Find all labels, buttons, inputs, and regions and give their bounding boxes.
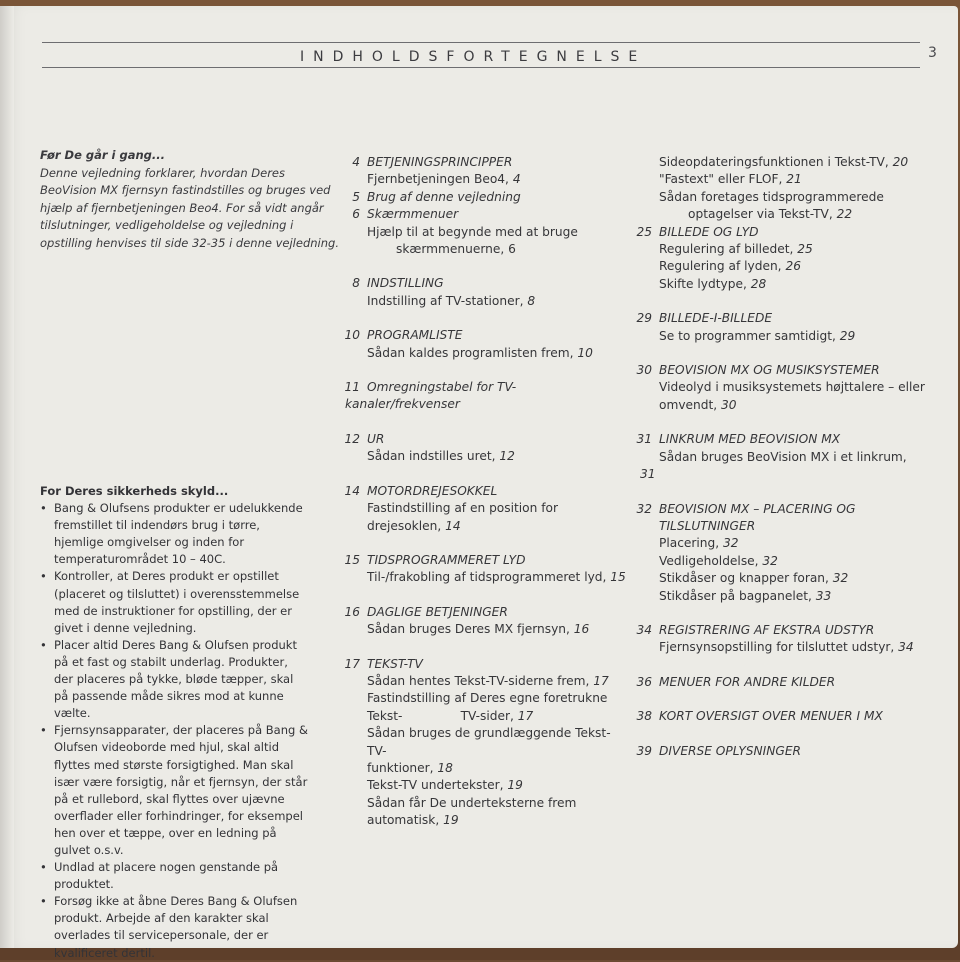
header-rule-bottom [42, 67, 920, 68]
toc-subentry: Regulering af lyden, 26 [659, 259, 801, 274]
toc-subentry: Sådan får De underteksterne frem [367, 795, 577, 810]
toc-subentry: Sådan indstilles uret, 12 [367, 449, 515, 464]
toc-subentry: omvendt, 30 [659, 397, 737, 412]
toc-page-number: 4 [352, 155, 360, 169]
toc-title: DAGLIGE BETJENINGER [367, 604, 508, 619]
toc-column-middle [336, 154, 626, 830]
safety-item: • Forsøg ikke at åbne Deres Bang & Olufsen produkt. Arbejde af den karakter skal overlades til servicepersonale, der er kvalificeret dertil. [40, 893, 310, 961]
safety-heading: For Deres sikkerheds skyld... [40, 484, 229, 498]
toc-subentry: Til-/frakobling af tidsprogrammeret lyd, 15 [367, 570, 626, 585]
toc-subentry: Stikdåser på bagpanelet, 33 [659, 588, 832, 603]
toc-entry [628, 431, 938, 483]
toc-page-number: 14 [344, 483, 360, 498]
safety-item: • Kontroller, at Deres produkt er opstillet (placeret og tilsluttet) i overensstemmelse med de instruktioner for opstilling, der er givet i denne vejledning. [40, 568, 310, 636]
safety-item: • Fjernsynsapparater, der placeres på Bang & Olufsen videoborde med hjul, skal altid flyttes med største forsigtighed. Man skal især være forsigtig, når et fjernsyn, der står på et rullebord, skal flyttes over ujævne overflader eller forhindringer, for eksempel hen over et tæppe, over en ledning på gulvet o.s.v. [40, 722, 310, 859]
toc-title: BILLEDE-I-BILLEDE [659, 311, 773, 326]
toc-page-number: 34 [636, 622, 652, 637]
safety-item: • Bang & Olufsens produkter er udelukkende fremstillet til indendørs brug i tørre, hjemlige omgivelser og inden for temperaturområdet 10 – 40C. [40, 500, 310, 568]
toc-page-number: 11 [344, 380, 360, 395]
toc-entry [336, 483, 626, 535]
toc-page-number: 32 [636, 501, 652, 516]
safety-list [40, 500, 310, 962]
toc-entry [628, 622, 938, 657]
toc-subentry: Se to programmer samtidigt, 29 [659, 328, 856, 343]
toc-subentry: Fastindstilling af Deres egne foretrukne [367, 691, 608, 706]
toc-title: UR [367, 431, 385, 446]
toc-title-continued: kanaler/frekvenser [345, 397, 460, 412]
toc-page-number: 5 [352, 189, 360, 204]
toc-subentry: Stikdåser og knapper foran, 32 [659, 571, 849, 586]
toc-subentry: "Fastext" eller FLOF, 21 [659, 172, 802, 187]
toc-title: INDSTILLING [367, 276, 444, 291]
toc-subentry: Sådan foretages tidsprogrammerede [659, 189, 884, 204]
toc-subentry: Sådan bruges Deres MX fjernsyn, 16 [367, 622, 590, 637]
toc-entry [336, 379, 626, 414]
toc-subentry: Sådan bruges de grundlæggende Tekst-TV- [367, 726, 611, 758]
toc-title: MOTORDREJESOKKEL [367, 483, 498, 498]
toc-page-number: 8 [352, 276, 360, 291]
toc-page-number: 39 [636, 743, 652, 758]
toc-subentry: Tekst-TV undertekster, 19 [367, 778, 523, 793]
page-title: INDHOLDSFORTEGNELSE [300, 49, 647, 65]
toc-page-number: 15 [344, 552, 360, 567]
toc-column-right [628, 154, 938, 760]
toc-title: LINKRUM MED BEOVISION MX [659, 432, 841, 447]
toc-title: TIDSPROGRAMMERET LYD [367, 552, 526, 567]
toc-page-number: 25 [636, 224, 652, 239]
toc-subentry: Sådan hentes Tekst-TV-siderne frem, 17 [367, 673, 609, 688]
toc-subentry: Vedligeholdelse, 32 [659, 553, 778, 568]
toc-subentry: drejesoklen, 14 [367, 518, 461, 533]
safety-item: • Undlad at placere nogen genstande på produktet. [40, 859, 310, 893]
toc-title: DIVERSE OPLYSNINGER [659, 743, 801, 758]
toc-page-number: 29 [636, 311, 652, 326]
toc-title: Omregningstabel for TV- [367, 380, 517, 395]
toc-title: PROGRAMLISTE [367, 328, 463, 343]
safety-item: • Placer altid Deres Bang & Olufsen produkt på et fast og stabilt underlag. Produkter, der placeres på tykke, bløde tæpper, skal på passende måde sikres mod at kunne vælte. [40, 637, 310, 722]
toc-title: Brug af denne vejledning [367, 189, 521, 204]
toc-trailing-page: 31 [640, 467, 656, 482]
toc-title: REGISTRERING AF EKSTRA UDSTYR [659, 622, 875, 637]
toc-entry [628, 708, 938, 725]
toc-entry [336, 206, 626, 258]
toc-title: MENUER FOR ANDRE KILDER [659, 674, 836, 689]
toc-subentry: Indstilling af TV-stationer, 8 [367, 293, 536, 308]
page-spine-shadow [0, 6, 14, 948]
toc-entry [628, 224, 938, 294]
intro-heading: Før De går i gang... [40, 148, 166, 162]
toc-title: Skærmmenuer [367, 207, 459, 222]
toc-subentry: optagelser via Tekst-TV, 22 [688, 207, 853, 222]
toc-page-number: 12 [344, 431, 360, 446]
toc-title: BILLEDE OG LYD [659, 224, 759, 239]
toc-subentry: Fjernbetjeningen Beo4, 4 [367, 172, 521, 187]
toc-entry [336, 275, 626, 310]
toc-entry [336, 431, 626, 466]
toc-title: BEOVISION MX OG MUSIKSYSTEMER [659, 363, 880, 378]
toc-entry [336, 604, 626, 639]
toc-subentry: Sådan kaldes programlisten frem, 10 [367, 345, 593, 360]
intro-text: Denne vejledning forklarer, hvordan Deres BeoVision MX fjernsyn fastindstilles og bruges ved hjælp af fjernbetjeningen Beo4. For så vidt angår tilslutninger, vedligeholdelse og vejledning i opstilling henvises til side 32-35 i denne vejledning. [40, 165, 339, 250]
toc-title: BEOVISION MX – PLACERING OG [659, 501, 856, 516]
toc-subentry: Placering, 32 [659, 536, 739, 551]
toc-title: TEKST-TV [367, 656, 423, 671]
toc-subentry: Sideopdateringsfunktionen i Tekst-TV, 20 [659, 155, 909, 169]
toc-subentry: Skifte lydtype, 28 [659, 276, 767, 291]
toc-page-number: 36 [636, 674, 652, 689]
toc-entry [336, 552, 626, 587]
toc-subentry: Fastindstilling af en position for [367, 501, 558, 516]
toc-entry [336, 189, 626, 206]
toc-page-number: 38 [636, 709, 652, 724]
toc-page-number: 31 [636, 432, 652, 447]
toc-subentry: automatisk, 19 [367, 813, 459, 828]
toc-subentry: funktioner, 18 [367, 760, 453, 775]
safety-section [40, 483, 310, 962]
toc-entry [628, 501, 938, 605]
toc-subentry: Regulering af billedet, 25 [659, 242, 813, 257]
toc-subentry: Fjernsynsopstilling for tilsluttet udstyr, 34 [659, 640, 914, 655]
toc-subentry: Sådan bruges BeoVision MX i et linkrum, [659, 449, 907, 464]
toc-entry [628, 743, 938, 760]
toc-subentry: Tekst- TV-sider, 17 [367, 708, 534, 723]
intro-section [40, 147, 340, 253]
toc-page-number: 10 [344, 328, 360, 343]
page-number: 3 [928, 45, 937, 61]
toc-entry [628, 362, 938, 414]
toc-title: KORT OVERSIGT OVER MENUER I MX [659, 709, 883, 724]
toc-entry [336, 656, 626, 830]
toc-entry [628, 674, 938, 691]
toc-continuation [628, 154, 938, 224]
toc-page-number: 30 [636, 363, 652, 378]
toc-subentry: Videolyd i musiksystemets højttalere – eller [659, 380, 925, 395]
toc-subentry: skærmmenuerne, 6 [396, 242, 516, 257]
header-rule-top [42, 42, 920, 43]
toc-title: BETJENINGSPRINCIPPER [367, 155, 513, 169]
toc-entry [336, 327, 626, 362]
toc-page-number: 17 [344, 656, 360, 671]
toc-entry [628, 310, 938, 345]
toc-page-number: 6 [352, 207, 360, 222]
toc-subentry: Hjælp til at begynde med at bruge [367, 224, 578, 239]
toc-title-continued: TILSLUTNINGER [659, 518, 756, 533]
toc-entry [336, 154, 626, 189]
toc-page-number: 16 [344, 604, 360, 619]
